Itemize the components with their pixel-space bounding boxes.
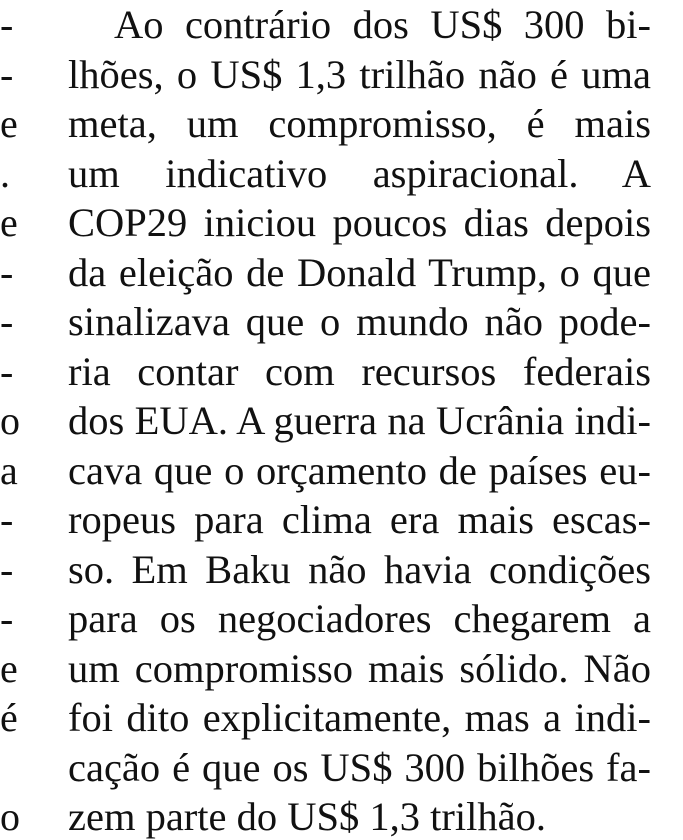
left-line-end: é [0, 695, 18, 740]
paragraph-line: sinalizava que o mundo não pode- [68, 299, 651, 344]
left-line-end: e [0, 200, 18, 245]
paragraph-line: so. Em Baku não havia condições [68, 546, 651, 592]
left-line-end: - [0, 249, 14, 295]
left-line-end: - [0, 2, 14, 47]
paragraph-line: da eleição de Donald Trump, o que [68, 249, 651, 295]
paragraph-line: dos EUA. A guerra na Ucrânia indi- [68, 398, 651, 443]
paragraph-line: foi dito explicitamente, mas a indi- [68, 695, 651, 740]
article-column [68, 0, 651, 840]
left-line-end: e [0, 101, 18, 146]
paragraph-line: um indicativo aspiracional. A [68, 150, 651, 196]
paragraph-line: COP29 iniciou poucos dias depois [68, 200, 651, 245]
left-line-end: o [0, 794, 20, 839]
left-line-end: - [0, 299, 14, 344]
left-line-end: o [0, 398, 20, 443]
paragraph-line: Ao contrário dos US$ 300 bi- [114, 2, 651, 47]
left-line-end: - [0, 497, 14, 542]
paragraph-line: cação é que os US$ 300 bilhões fa- [68, 744, 651, 790]
left-column-clipped [0, 0, 22, 840]
paragraph-line: para os negociadores chegarem a [68, 596, 651, 641]
left-line-end [0, 743, 22, 793]
paragraph-line: meta, um compromisso, é mais [68, 101, 651, 146]
left-line-end: . [0, 150, 10, 196]
left-line-end: a [0, 447, 18, 493]
paragraph-line: um compromisso mais sólido. Não [68, 645, 651, 691]
left-line-end: e [0, 645, 18, 691]
left-line-end: - [0, 546, 14, 592]
paragraph-line: lhões, o US$ 1,3 trilhão não é uma [68, 51, 651, 97]
paragraph-line: cava que o orçamento de países eu- [68, 447, 651, 493]
left-line-end: - [0, 596, 14, 641]
paragraph-line: ropeus para clima era mais escas- [68, 497, 651, 542]
paragraph-line-last: zem parte do US$ 1,3 trilhão. [68, 794, 547, 839]
left-line-end: - [0, 348, 14, 394]
left-line-end: - [0, 51, 14, 97]
paragraph-line: ria contar com recursos federais [68, 348, 651, 394]
